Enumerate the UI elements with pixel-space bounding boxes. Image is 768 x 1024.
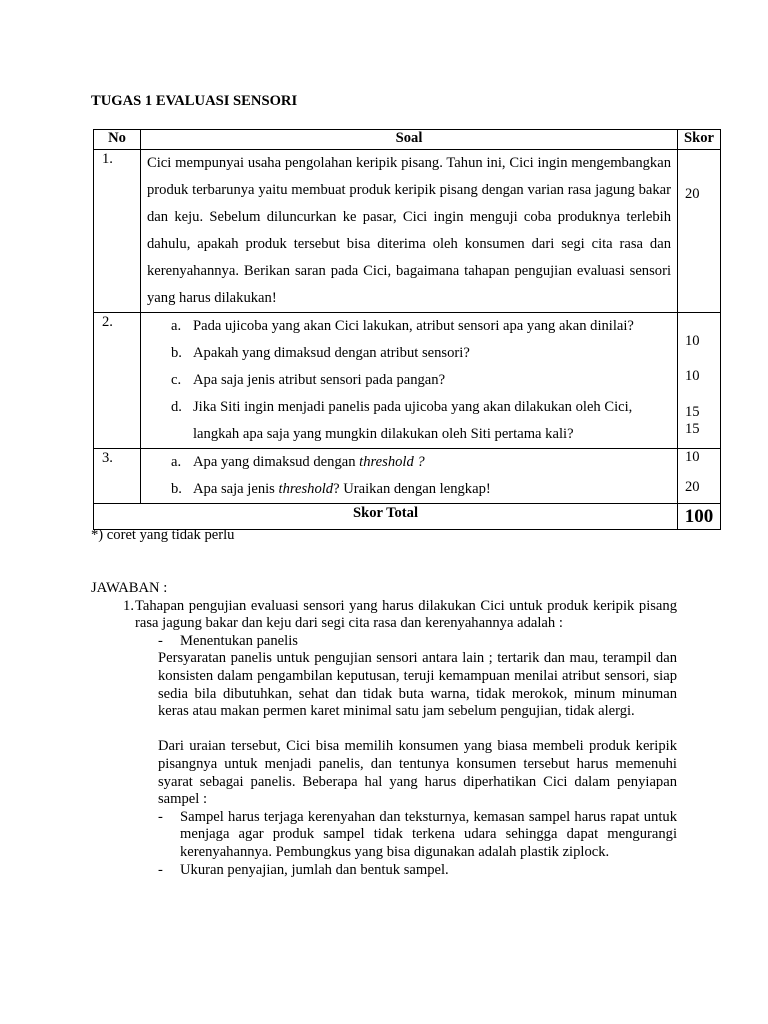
row-number: 2. xyxy=(94,313,141,449)
document-title: TUGAS 1 EVALUASI SENSORI xyxy=(91,93,298,109)
question-text: Cici mempunyai usaha pengolahan keripik pisang. Tahun ini, Cici ingin mengembangkan produk terbarunya yaitu membuat produk keripik pisang dengan varian rasa jagung bakar dan keju. Sebelum diluncurkan ke pasar, Cici ingin menguji coba produknya terlebih dahulu, apakah produk tersebut bisa diterima oleh konsumen dari segi cita rasa dan kerenyahannya. Berikan saran pada Cici, bagaimana tahapan pengujian evaluasi sensori yang harus dilakukan! xyxy=(141,150,678,313)
sub-text xyxy=(193,449,677,476)
sub-letter: a. xyxy=(171,318,182,334)
sub-text-part: ? Uraikan dengan lengkap! xyxy=(333,481,491,497)
score-value: 15 xyxy=(685,421,700,437)
answer-item xyxy=(91,598,677,633)
sub-letter: c. xyxy=(171,372,182,388)
answer-number xyxy=(91,598,135,633)
answer-subheading xyxy=(158,633,677,651)
answer-number-text: 1. xyxy=(123,597,134,614)
sub-text-italic: threshold xyxy=(278,481,334,497)
score-value: 10 xyxy=(685,368,700,384)
sub-question xyxy=(171,476,677,503)
row-number: 3. xyxy=(94,449,141,504)
table-row xyxy=(94,313,721,449)
sub-text xyxy=(193,476,677,503)
sub-letter: d. xyxy=(171,399,182,415)
bullet-text: Sampel harus terjaga kerenyahan dan teksturnya, kemasan sampel harus rapat untuk menjaga agar produk sampel tidak terkena udara sehingga dapat mengurangi kerenyahannya. Pembungkus yang bisa digunakan adalah plastik ziplock. xyxy=(180,808,677,860)
header-soal: Soal xyxy=(141,130,678,150)
sub-text-part: Apa saja jenis xyxy=(193,481,279,497)
table-row xyxy=(94,150,721,313)
total-label: Skor Total xyxy=(94,504,678,530)
dash-marker: - xyxy=(158,808,163,825)
table-row xyxy=(94,449,721,504)
score-value: 20 xyxy=(685,186,700,202)
bullet-text: Ukuran penyajian, jumlah dan bentuk sampel. xyxy=(180,861,449,878)
table-header-row xyxy=(94,130,721,150)
sub-question xyxy=(171,394,677,448)
bullet-item xyxy=(158,809,677,862)
score-value: 10 xyxy=(685,333,700,349)
sub-letter: a. xyxy=(171,454,182,470)
question-cell xyxy=(141,313,678,449)
sub-text: Apakah yang dimaksud dengan atribut sensori? xyxy=(193,345,470,361)
answer-section xyxy=(91,580,677,879)
task-table xyxy=(93,129,721,530)
answer-item-text: Tahapan pengujian evaluasi sensori yang harus dilakukan Cici untuk produk keripik pisang rasa jagung bakar dan keju dari segi cita rasa dan kerenyahannya adalah : xyxy=(135,597,677,632)
answer-heading: JAWABAN : xyxy=(91,580,168,596)
score-cell xyxy=(678,449,721,504)
dash-marker: - xyxy=(158,632,163,649)
sub-question xyxy=(171,340,677,367)
sub-text: Pada ujicoba yang akan Cici lakukan, atribut sensori apa yang akan dinilai? xyxy=(193,318,634,334)
sub-text-italic: threshold ? xyxy=(359,454,425,470)
score-cell xyxy=(678,150,721,313)
dash-marker: - xyxy=(158,861,163,878)
header-skor: Skor xyxy=(678,130,721,150)
subheading-text: Menentukan panelis xyxy=(180,632,298,649)
sub-question xyxy=(171,449,677,476)
total-value: 100 xyxy=(678,504,721,530)
answer-paragraph: Dari uraian tersebut, Cici bisa memilih konsumen yang biasa membeli produk keripik pisangnya untuk menjadi panelis, dan tentunya konsumen tersebut harus memenuhi syarat sebagai panelis. Beberapa hal yang harus diperhatikan Cici dalam penyiapan sampel : xyxy=(158,738,677,808)
sub-text: Jika Siti ingin menjadi panelis pada ujicoba yang akan dilakukan oleh Cici, langkah apa saja yang mungkin dilakukan oleh Siti pertama kali? xyxy=(193,399,633,442)
row-number: 1. xyxy=(94,150,141,313)
score-value: 10 xyxy=(685,449,700,465)
sub-text-part: Apa yang dimaksud dengan xyxy=(193,454,360,470)
score-value: 20 xyxy=(685,479,700,495)
answer-paragraph: Persyaratan panelis untuk pengujian sensori antara lain ; tertarik dan mau, terampil dan konsisten dalam pengambilan keputusan, teruji kemampuan menilai atribut sensori, siap sedia bila dibutuhkan, sehat dan tidak buta warna, tidak merokok, minum minuman keras atau makan permen karet minimal satu jam sebelum pengujian, tidak alergi. xyxy=(158,650,677,720)
sub-question xyxy=(171,367,677,394)
header-no: No xyxy=(94,130,141,150)
bullet-item xyxy=(158,862,677,880)
sub-letter: b. xyxy=(171,481,182,497)
sub-text: Apa saja jenis atribut sensori pada pangan? xyxy=(193,372,446,388)
question-cell xyxy=(141,449,678,504)
footnote: *) coret yang tidak perlu xyxy=(91,527,235,543)
sub-letter: b. xyxy=(171,345,182,361)
total-row xyxy=(94,504,721,530)
score-cell xyxy=(678,313,721,449)
sub-question xyxy=(171,313,677,340)
score-value: 15 xyxy=(685,404,700,420)
